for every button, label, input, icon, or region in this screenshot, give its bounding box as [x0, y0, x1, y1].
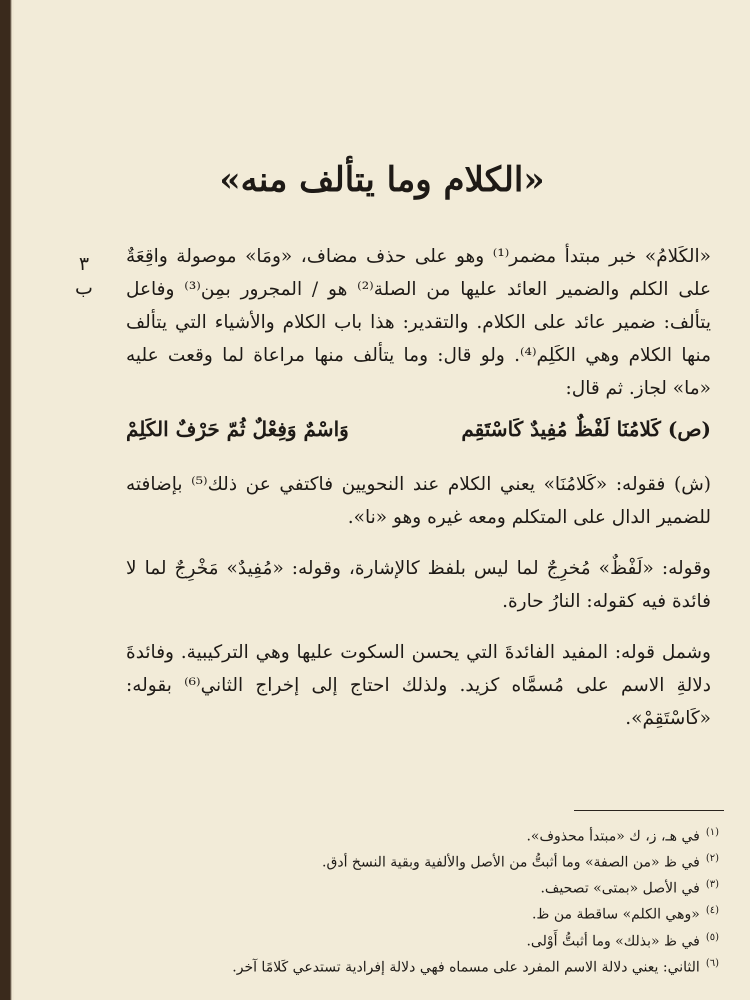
main-text	[126, 240, 711, 735]
verse-left-hemistich: وَاسْمٌ وَفِعْلٌ ثُمّ حَرْفٌ الكَلِمْ	[126, 417, 349, 441]
footnote-3	[194, 874, 719, 900]
footnote-separator	[574, 810, 724, 811]
footnote-text: في ظ «من الصفة» وما أثبتُّ من الأصل والألفية وبقية النسخ أدق.	[322, 854, 700, 871]
footnote-text: في ظ «بذلك» وما أثبتُّ أَوْلى.	[526, 933, 700, 950]
footnote-text: في الأصل «بمتى» تصحيف.	[540, 880, 700, 897]
folio-number: ٣	[78, 253, 90, 275]
paragraph-2: (ش) فقوله: «كَلامُنَا» يعني الكلام عند النحويين فاكتفي عن ذلك⁽⁵⁾ بإضافته للضمير الدال على المتكلم ومعه غيره وهو «نا».	[126, 474, 711, 528]
footnote-text: «وهي الكلم» ساقطة من ظ.	[531, 907, 700, 924]
show-through-text	[134, 88, 694, 118]
footnote-number: (٥)	[705, 931, 719, 943]
paragraph-4: وشمل قوله: المفيد الفائدةَ التي يحسن السكوت عليها وهي التركيبية. وفائدةَ دلالةِ الاسم على مُسمَّاه كزيد. ولذلك احتاج إلى إخراج الثاني⁽⁶⁾ بقوله: «كَاسْتَقِمْ».	[126, 642, 712, 729]
footnote-number: (٤)	[705, 905, 719, 917]
footnote-number: (٦)	[705, 957, 719, 969]
footnotes	[194, 822, 719, 979]
footnote-number: (٢)	[705, 853, 719, 865]
footnote-number: (١)	[705, 827, 719, 838]
margin-folio-note	[66, 252, 102, 300]
folio-side: ب	[75, 277, 93, 299]
paragraph-3: وقوله: «لَفْظٌ» مُخرِجٌ لما ليس بلفظ كالإشارة، وقوله: «مُفِيدٌ» مَخْرِجٌ لما لا فائدة فيه كقوله: النارُ حارة.	[126, 558, 711, 612]
footnote-number: (٣)	[705, 879, 719, 891]
footnote-text: الثاني: يعني دلالة الاسم المفرد على مسماه فهي دلالة إفرادية تستدعي كَلامًا آخر.	[232, 959, 700, 976]
book-page	[14, 0, 750, 1000]
footnote-5	[194, 927, 719, 953]
paragraph-1: «الكَلامُ» خبر مبتدأ مضمر⁽¹⁾ وهو على حذف مضاف، «ومَا» موصولة واقِعَةٌ على الكلم والضمير العائد عليها من الصلة⁽²⁾ هو / المجرور بمِن⁽³⁾ وفاعل يتألف: ضمير عائد على الكلام. والتقدير: هذا باب الكلام والأشياء التي يتألف منها الكلام وهي الكَلِم⁽⁴⁾. ولو قال: وما يتألف منها مراعاة لما وقعت عليه «ما» لجاز. ثم قال:	[126, 246, 712, 399]
footnote-text: في هـ، ز، ك «مبتدأ محذوف».	[526, 828, 700, 845]
chapter-title: «الكلام وما يتألف منه»	[219, 160, 545, 200]
footnote-6	[194, 953, 719, 979]
footnote-4	[194, 900, 719, 926]
footnote-1	[194, 822, 719, 848]
verse-right-hemistich: (ص) كَلامُنَا لَفْظٌ مُفِيدٌ كَاسْتَقِم	[461, 417, 711, 441]
footnote-2	[194, 848, 719, 874]
verse-line	[126, 413, 711, 446]
